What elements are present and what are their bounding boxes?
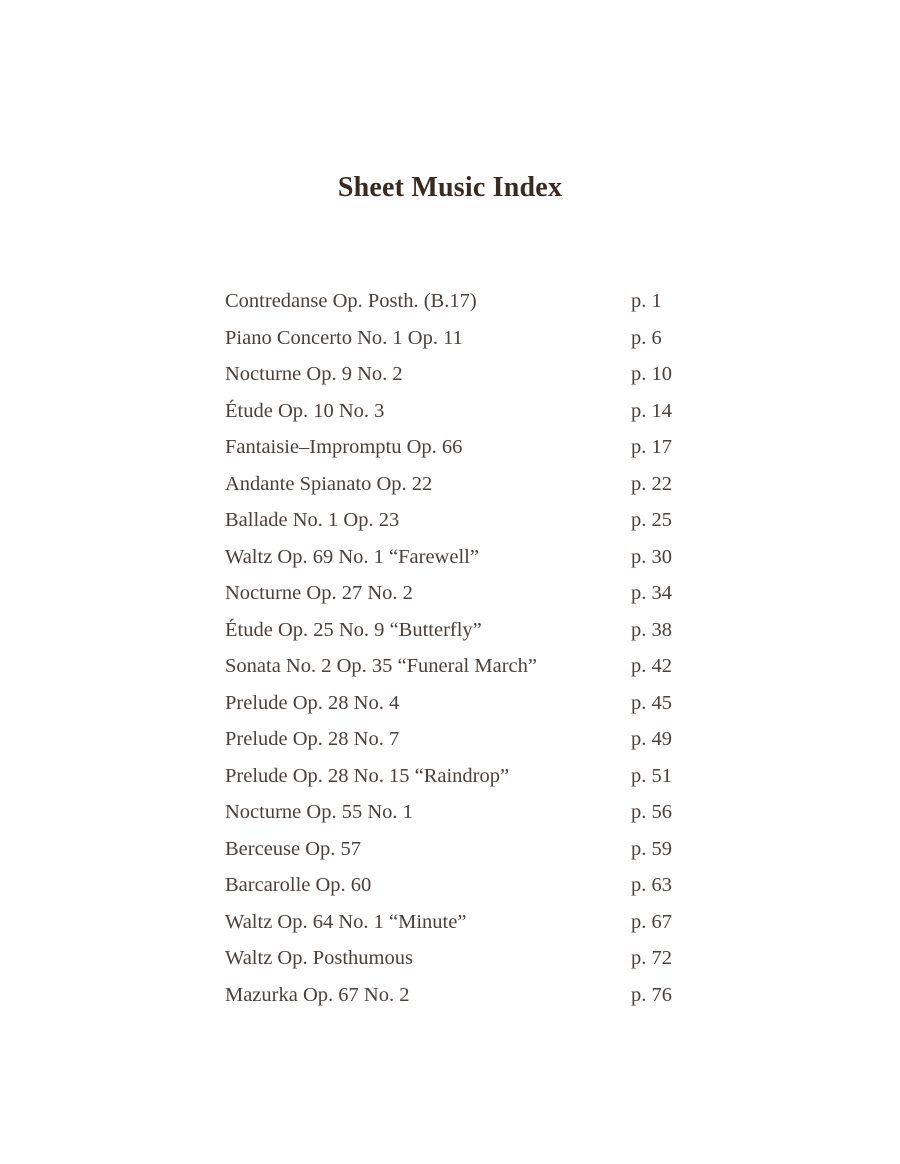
entry-title: Prelude Op. 28 No. 15 “Raindrop” [225,764,510,787]
index-entry [225,794,685,831]
index-entry [225,940,685,977]
index-entry [225,575,685,612]
entry-page-number: p. 17 [631,436,672,458]
entry-page-number: p. 6 [631,326,662,349]
entry-page-number: p. 38 [631,618,672,641]
page-title: Sheet Music Index [337,171,563,203]
index-entry [225,758,685,795]
entry-title: Contredanse Op. Posth. (B.17) [225,290,477,312]
index-entry [225,685,685,722]
entry-page-number: p. 49 [631,728,672,750]
entry-title: Étude Op. 10 No. 3 [225,399,385,422]
entry-title: Andante Spianato Op. 22 [225,472,433,495]
entry-title: Mazurka Op. 67 No. 2 [225,983,410,1006]
entry-page-number: p. 30 [631,545,672,568]
entry-title: Waltz Op. 64 No. 1 “Minute” [225,910,467,933]
index-entry [225,831,685,868]
entry-title: Berceuse Op. 57 [225,837,362,860]
entry-page-number: p. 45 [631,691,672,714]
index-entry [225,648,685,685]
index-entry [225,904,685,941]
index-entry [225,867,685,904]
entry-title: Prelude Op. 28 No. 7 [225,728,400,750]
entry-title: Nocturne Op. 27 No. 2 [225,582,413,604]
entry-page-number: p. 59 [631,837,672,860]
index-entry [225,502,685,539]
index-entry [225,320,685,357]
entry-title: Nocturne Op. 9 No. 2 [225,363,403,385]
entry-page-number: p. 22 [631,472,672,495]
index-list [225,283,685,1013]
entry-page-number: p. 72 [631,947,672,969]
entry-page-number: p. 42 [631,655,672,677]
index-entry [225,356,685,393]
entry-title: Sonata No. 2 Op. 35 “Funeral March” [225,655,537,677]
entry-title: Prelude Op. 28 No. 4 [225,691,400,714]
entry-page-number: p. 51 [631,764,672,787]
index-entry [225,977,685,1014]
index-entry [225,539,685,576]
index-entry [225,721,685,758]
index-entry [225,466,685,503]
entry-title: Nocturne Op. 55 No. 1 [225,801,413,823]
entry-page-number: p. 34 [631,582,672,604]
entry-title: Barcarolle Op. 60 [225,874,372,896]
entry-page-number: p. 56 [631,801,672,823]
entry-title: Ballade No. 1 Op. 23 [225,509,400,531]
index-entry [225,612,685,649]
entry-page-number: p. 76 [631,983,672,1006]
entry-title: Waltz Op. Posthumous [225,947,413,969]
entry-page-number: p. 14 [631,399,672,422]
entry-page-number: p. 1 [631,290,662,312]
entry-page-number: p. 25 [631,509,672,531]
entry-title: Piano Concerto No. 1 Op. 11 [225,326,463,349]
entry-page-number: p. 63 [631,874,672,896]
entry-page-number: p. 10 [631,363,672,385]
entry-page-number: p. 67 [631,910,672,933]
index-entry [225,393,685,430]
index-entry [225,429,685,466]
entry-title: Étude Op. 25 No. 9 “Butterfly” [225,618,482,641]
entry-title: Waltz Op. 69 No. 1 “Farewell” [225,545,479,568]
entry-title: Fantaisie–Impromptu Op. 66 [225,436,463,458]
index-entry [225,283,685,320]
